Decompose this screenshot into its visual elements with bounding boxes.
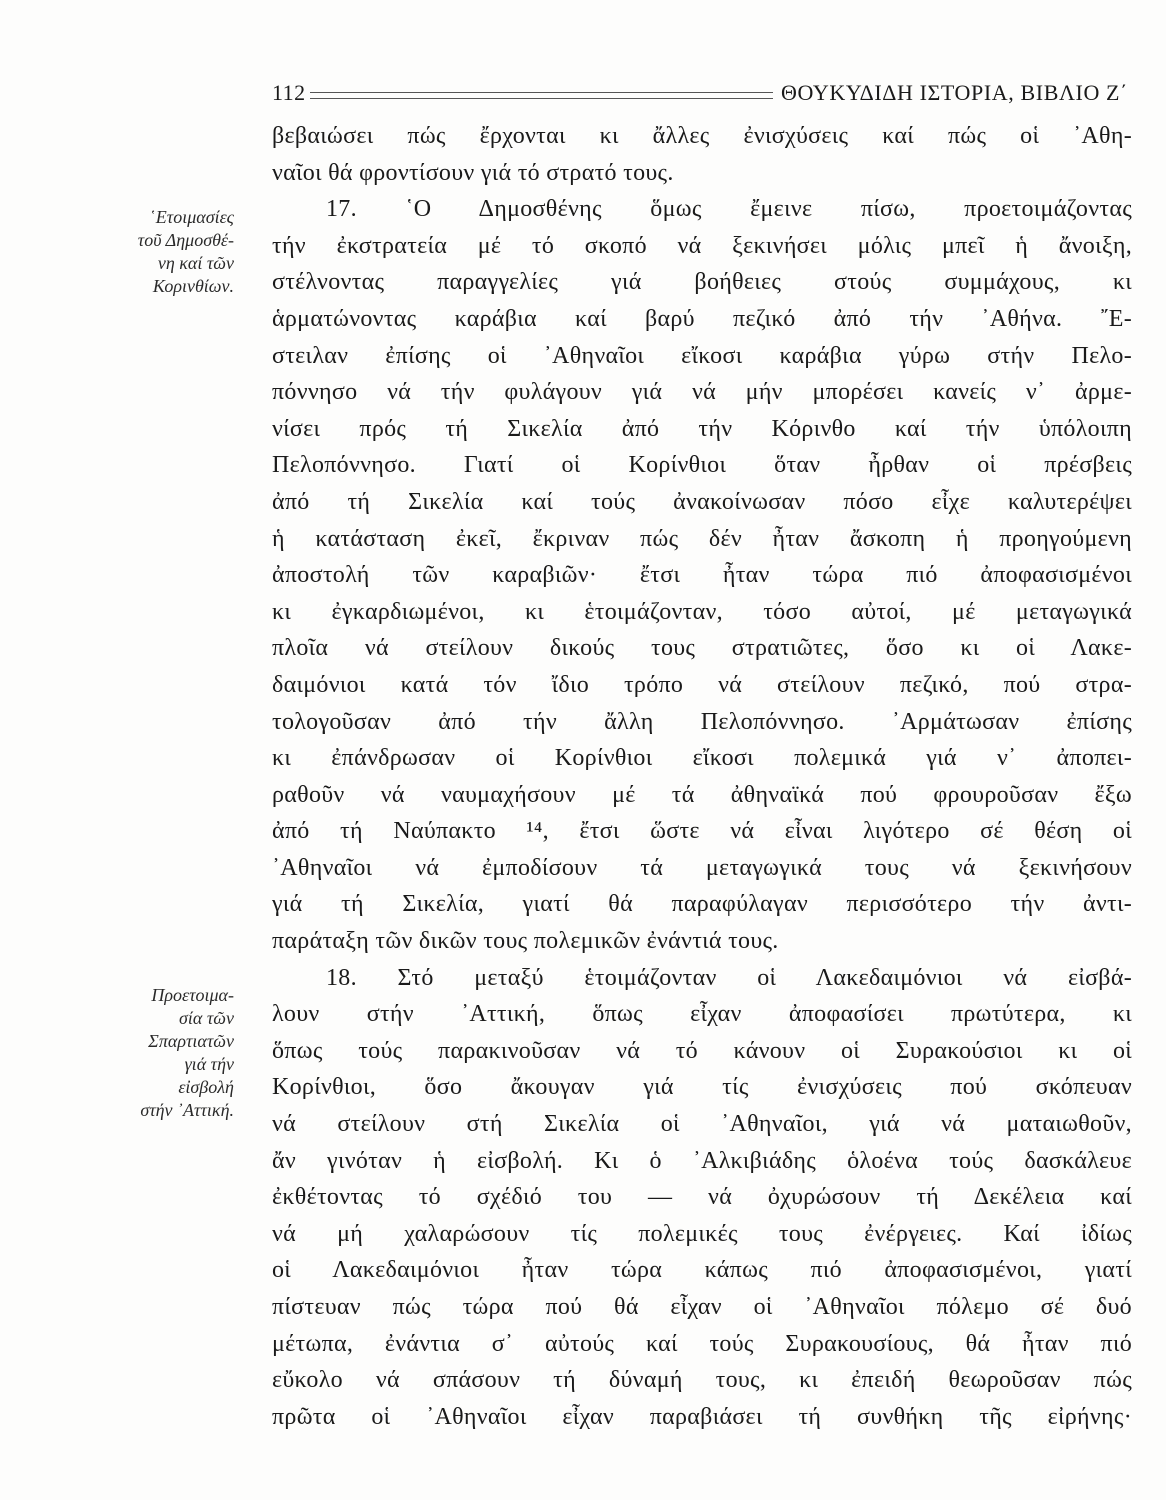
paragraph-17-start: 17. ῾Ο Δημοσθένης ὅμως ἔμεινε πίσω, προετοιμάζοντας	[326, 196, 1132, 223]
margin-note-line: νη καί τῶν	[157, 253, 234, 273]
text-line: ἐκθέτοντας τό σχέδιό του — νά ὀχυρώσουν τή Δεκέλεια καί	[272, 1184, 1132, 1211]
text-line: τήν ἐκστρατεία μέ τό σκοπό νά ξεκινήσει μόλις μπεῖ ἡ ἄνοιξη,	[272, 232, 1132, 259]
text-line: βεβαιώσει πώς ἔρχονται κι ἄλλες ἐνισχύσεις καί πώς οἱ ᾿Αθη-	[272, 123, 1132, 149]
running-title: ΘΟΥΚΥΔΙΔΗ ΙΣΤΟΡΙΑ, ΒΙΒΛΙΟ Ζ΄	[780, 80, 1128, 105]
text-line: οἱ Λακεδαιμόνιοι ἦταν τώρα κάπως πιό ἀποφασισμένοι, γιατί	[272, 1257, 1132, 1284]
text-line: Πελοπόννησο. Γιατί οἱ Κορίνθιοι ὅταν ἦρθαν οἱ πρέσβεις	[272, 452, 1132, 479]
margin-note-line: στήν ᾿Αττική.	[140, 1100, 234, 1120]
margin-note-line: Σπαρτιατῶν	[148, 1031, 234, 1051]
text-line: νά μή χαλαρώσουν τίς πολεμικές τους ἐνέργειες. Καί ἰδίως	[272, 1220, 1132, 1247]
text-line: ναῖοι θά φροντίσουν γιά τό στρατό τους.	[272, 159, 674, 186]
text-line: στειλαν ἐπίσης οἱ ᾿Αθηναῖοι εἴκοσι καράβια γύρω στήν Πελο-	[272, 342, 1132, 369]
text-line: πίστευαν πώς τώρα πού θά εἶχαν οἱ ᾿Αθηναῖοι πόλεμο σέ δυό	[272, 1294, 1132, 1320]
text-line: εὔκολο νά σπάσουν τή δύναμή τους, κι ἐπειδή θεωροῦσαν πώς	[272, 1367, 1132, 1394]
margin-note-spartan-preparation	[94, 984, 234, 1122]
margin-note-line: γιά τήν	[184, 1054, 234, 1074]
margin-note-line: Προετοιμα-	[151, 985, 234, 1005]
margin-note-line: εἰσβολή	[178, 1077, 234, 1097]
text-line: κι ἐπάνδρωσαν οἱ Κορίνθιοι εἴκοσι πολεμικά γιά ν᾿ ἀποπει-	[272, 745, 1132, 772]
text-line: ἀπό τή Σικελία καί τούς ἀνακοίνωσαν πόσο εἶχε καλυτερέψει	[272, 488, 1132, 515]
text-line: λουν στήν ᾿Αττική, ὅπως εἶχαν ἀποφασίσει πρωτύτερα, κι	[272, 1001, 1132, 1028]
text-line: νίσει πρός τή Σικελία ἀπό τήν Κόρινθο καί τήν ὑπόλοιπη	[272, 415, 1132, 442]
header-rule	[310, 92, 773, 99]
margin-note-line: ῾Ετοιμασίες	[149, 207, 234, 227]
text-line: ἀποστολή τῶν καραβιῶν· ἔτσι ἦταν τώρα πιό ἀποφασισμένοι	[272, 562, 1132, 589]
text-line: ὅπως τούς παρακινοῦσαν νά τό κάνουν οἱ Συρακούσιοι κι οἱ	[272, 1037, 1132, 1064]
text-line: ραθοῦν νά ναυμαχήσουν μέ τά ἀθηναϊκά πού φρουροῦσαν ἔξω	[272, 781, 1132, 808]
text-line: γιά τή Σικελία, γιατί θά παραφύλαγαν περισσότερο τήν ἀντι-	[272, 891, 1132, 918]
page-header	[272, 70, 1128, 110]
text-line: πλοῖα νά στείλουν δικούς τους στρατιῶτες, ὅσο κι οἱ Λακε-	[272, 635, 1132, 662]
margin-note-preparations	[94, 206, 234, 298]
text-line-footnote-ref: ἀπό τή Ναύπακτο ¹⁴, ἔτσι ὥστε νά εἶναι λιγότερο σέ θέση οἱ	[272, 818, 1132, 845]
text-line: πρῶτα οἱ ᾿Αθηναῖοι εἶχαν παραβιάσει τή συνθήκη τῆς εἰρήνης·	[272, 1403, 1132, 1430]
text-line: στέλνοντας παραγγελίες γιά βοήθειες στούς συμμάχους, κι	[272, 269, 1132, 296]
paragraph-18-start: 18. Στό μεταξύ ἑτοιμάζονταν οἱ Λακεδαιμόνιοι νά εἰσβά-	[326, 964, 1132, 991]
text-line: πόννησο νά τήν φυλάγουν γιά νά μήν μπορέσει κανείς ν᾿ ἀρμε-	[272, 379, 1132, 406]
text-line: ἡ κατάσταση ἐκεῖ, ἔκριναν πώς δέν ἦταν ἄσκοπη ἡ προηγούμενη	[272, 525, 1132, 552]
margin-note-line: τοῦ Δημοσθέ-	[137, 230, 234, 250]
text-line: ἄν γινόταν ἡ εἰσβολή. Κι ὁ ᾿Αλκιβιάδης ὁλοένα τούς δασκάλευε	[272, 1147, 1132, 1174]
text-line: μέτωπα, ἐνάντια σ᾿ αὐτούς καί τούς Συρακουσίους, θά ἦταν πιό	[272, 1330, 1132, 1357]
text-line: νά στείλουν στή Σικελία οἱ ᾿Αθηναῖοι, γιά νά ματαιωθοῦν,	[272, 1111, 1132, 1138]
page-number: 112	[272, 80, 306, 105]
text-line: Κορίνθιοι, ὅσο ἄκουγαν γιά τίς ἐνισχύσεις πού σκόπευαν	[272, 1074, 1132, 1101]
text-line: παράταξη τῶν δικῶν τους πολεμικῶν ἐνάντιά τους.	[272, 928, 779, 955]
text-line: κι ἐγκαρδιωμένοι, κι ἑτοιμάζονταν, τόσο αὐτοί, μέ μεταγωγικά	[272, 598, 1132, 625]
body-text	[272, 118, 1132, 1435]
text-line: τολογοῦσαν ἀπό τήν ἄλλη Πελοπόννησο. ᾿Αρμάτωσαν ἐπίσης	[272, 708, 1132, 735]
text-line: δαιμόνιοι κατά τόν ἴδιο τρόπο νά στείλουν πεζικό, πού στρα-	[272, 671, 1132, 698]
text-line: ἁρματώνοντας καράβια καί βαρύ πεζικό ἀπό τήν ᾿Αθήνα. ῎Ε-	[272, 305, 1132, 332]
margin-note-line: σία τῶν	[179, 1008, 234, 1028]
margin-note-line: Κορινθίων.	[152, 276, 234, 296]
text-line: ᾿Αθηναῖοι νά ἐμποδίσουν τά μεταγωγικά τους νά ξεκινήσουν	[272, 854, 1132, 881]
